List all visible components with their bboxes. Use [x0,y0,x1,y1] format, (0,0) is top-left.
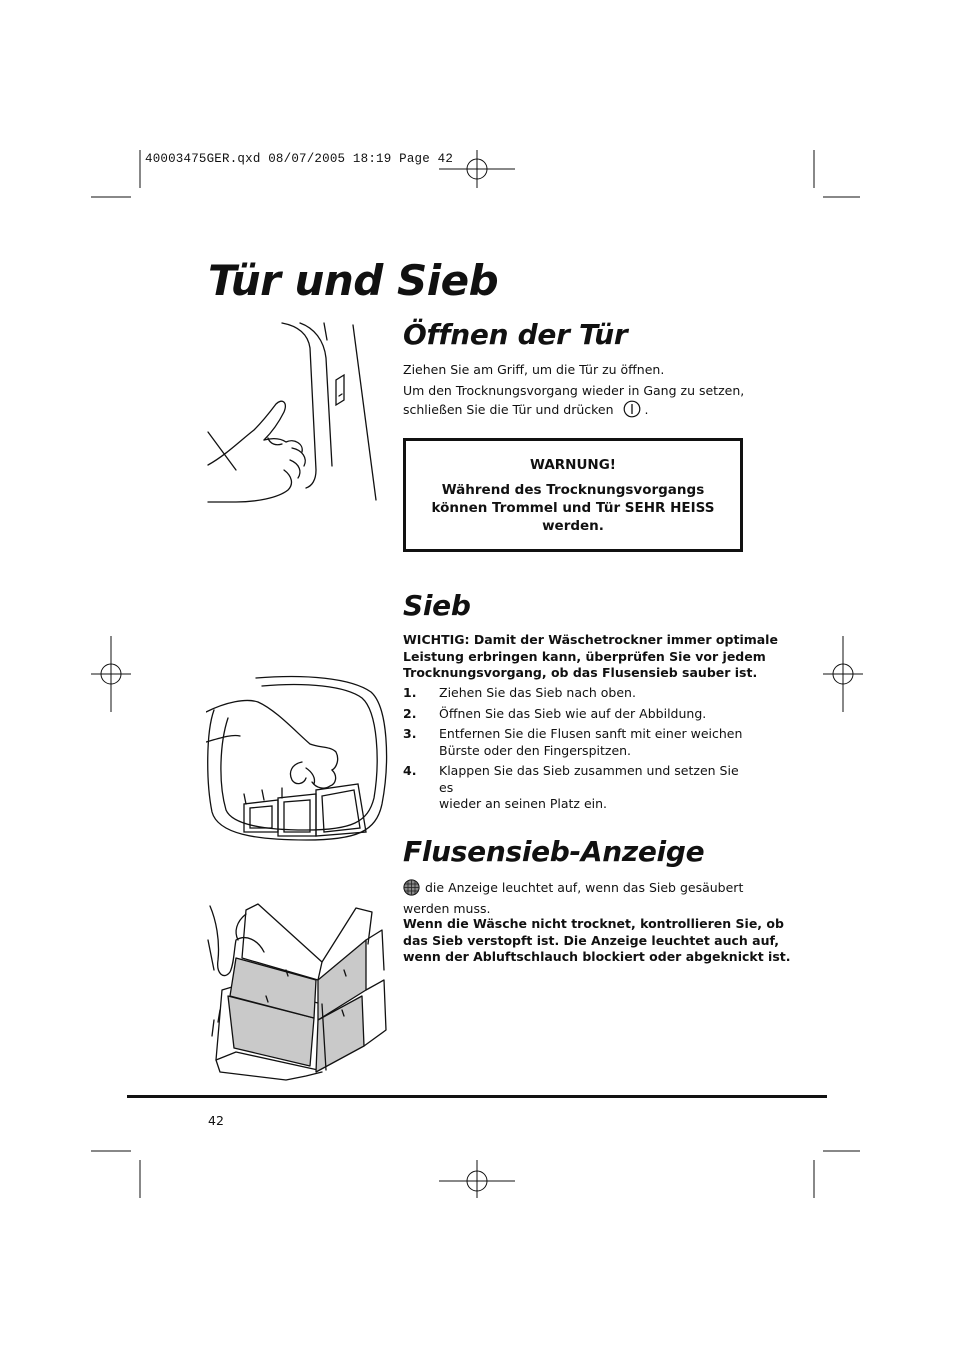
door-instruction-2-line2 [403,400,744,423]
filter-section-heading: Sieb [403,589,471,622]
warning-title: WARNUNG! [530,457,616,473]
door-instruction-2-line2-text: schließen Sie die Tür und drücken [403,401,614,417]
filter-step-text: Entfernen Sie die Flusen sanft mit einer weichen [439,726,743,741]
start-pause-button-icon [623,400,641,423]
filter-important-note [403,632,778,682]
indicator-warning-note [403,916,791,966]
filter-step [403,726,748,759]
indicator-description-line1 [403,879,743,901]
open-filter-illustration [206,900,394,1084]
print-slug: 40003475GER.qxd 08/07/2005 18:19 Page 42 [145,152,454,166]
indicator-warning-line3: wenn der Abluftschlauch blockiert oder abgeknickt ist. [403,949,791,964]
indicator-warning-line2: das Sieb verstopft ist. Die Anzeige leuchtet auch auf, [403,932,780,948]
filter-step-text: wieder an seinen Platz ein. [439,796,608,811]
warning-text-line3: werden. [542,518,604,534]
indicator-section-heading: Flusensieb-Anzeige [403,835,705,868]
filter-step-number: 1. [403,685,417,700]
indicator-description-line1-text: die Anzeige leuchtet auf, wenn das Sieb gesäubert [425,880,744,895]
page-title: Tür und Sieb [208,256,499,305]
filter-step-text: Klappen Sie das Sieb zusammen und setzen Sie es [439,763,739,795]
door-instruction-1: Ziehen Sie am Griff, um die Tür zu öffnen. [403,362,665,377]
filter-important-line2: Leistung erbringen kann, überprüfen Sie vor jedem [403,648,766,664]
door-instruction-2 [403,383,744,422]
indicator-warning-line1: Wenn die Wäsche nicht trocknet, kontrollieren Sie, ob [403,916,784,931]
filter-important-line3: Trocknungsvorgang, ob das Flusensieb sauber ist. [403,665,758,680]
footer-rule [127,1095,827,1098]
warning-box [403,438,743,552]
filter-step [403,685,748,702]
warning-text [424,481,722,535]
filter-removal-illustration [206,672,390,844]
filter-step [403,763,748,813]
indicator-description [403,879,743,917]
filter-step-text: Öffnen Sie das Sieb wie auf der Abbildung. [439,705,707,721]
indicator-description-line2: werden muss. [403,900,491,916]
filter-important-line1: WICHTIG: Damit der Wäschetrockner immer optimale [403,632,778,647]
page-number: 42 [208,1113,224,1128]
filter-step-text: Bürste oder den Fingerspitzen. [439,742,632,758]
filter-step-number: 2. [403,705,417,721]
filter-step [403,706,748,723]
warning-text-line1: Während des Trocknungsvorgangs [441,482,705,498]
filter-step-number: 3. [403,726,417,741]
filter-step-text: Ziehen Sie das Sieb nach oben. [439,685,636,700]
door-instruction-2-line1: Um den Trocknungsvorgang wieder in Gang zu setzen, [403,383,745,398]
lint-filter-indicator-icon [403,879,420,901]
door-opening-illustration [206,320,384,510]
warning-text-line2: können Trommel und Tür SEHR HEISS [431,500,715,516]
door-section-heading: Öffnen der Tür [403,318,628,351]
filter-steps-list [403,685,748,817]
filter-step-number: 4. [403,763,417,778]
door-instruction-2-line2-end: . [644,401,649,417]
